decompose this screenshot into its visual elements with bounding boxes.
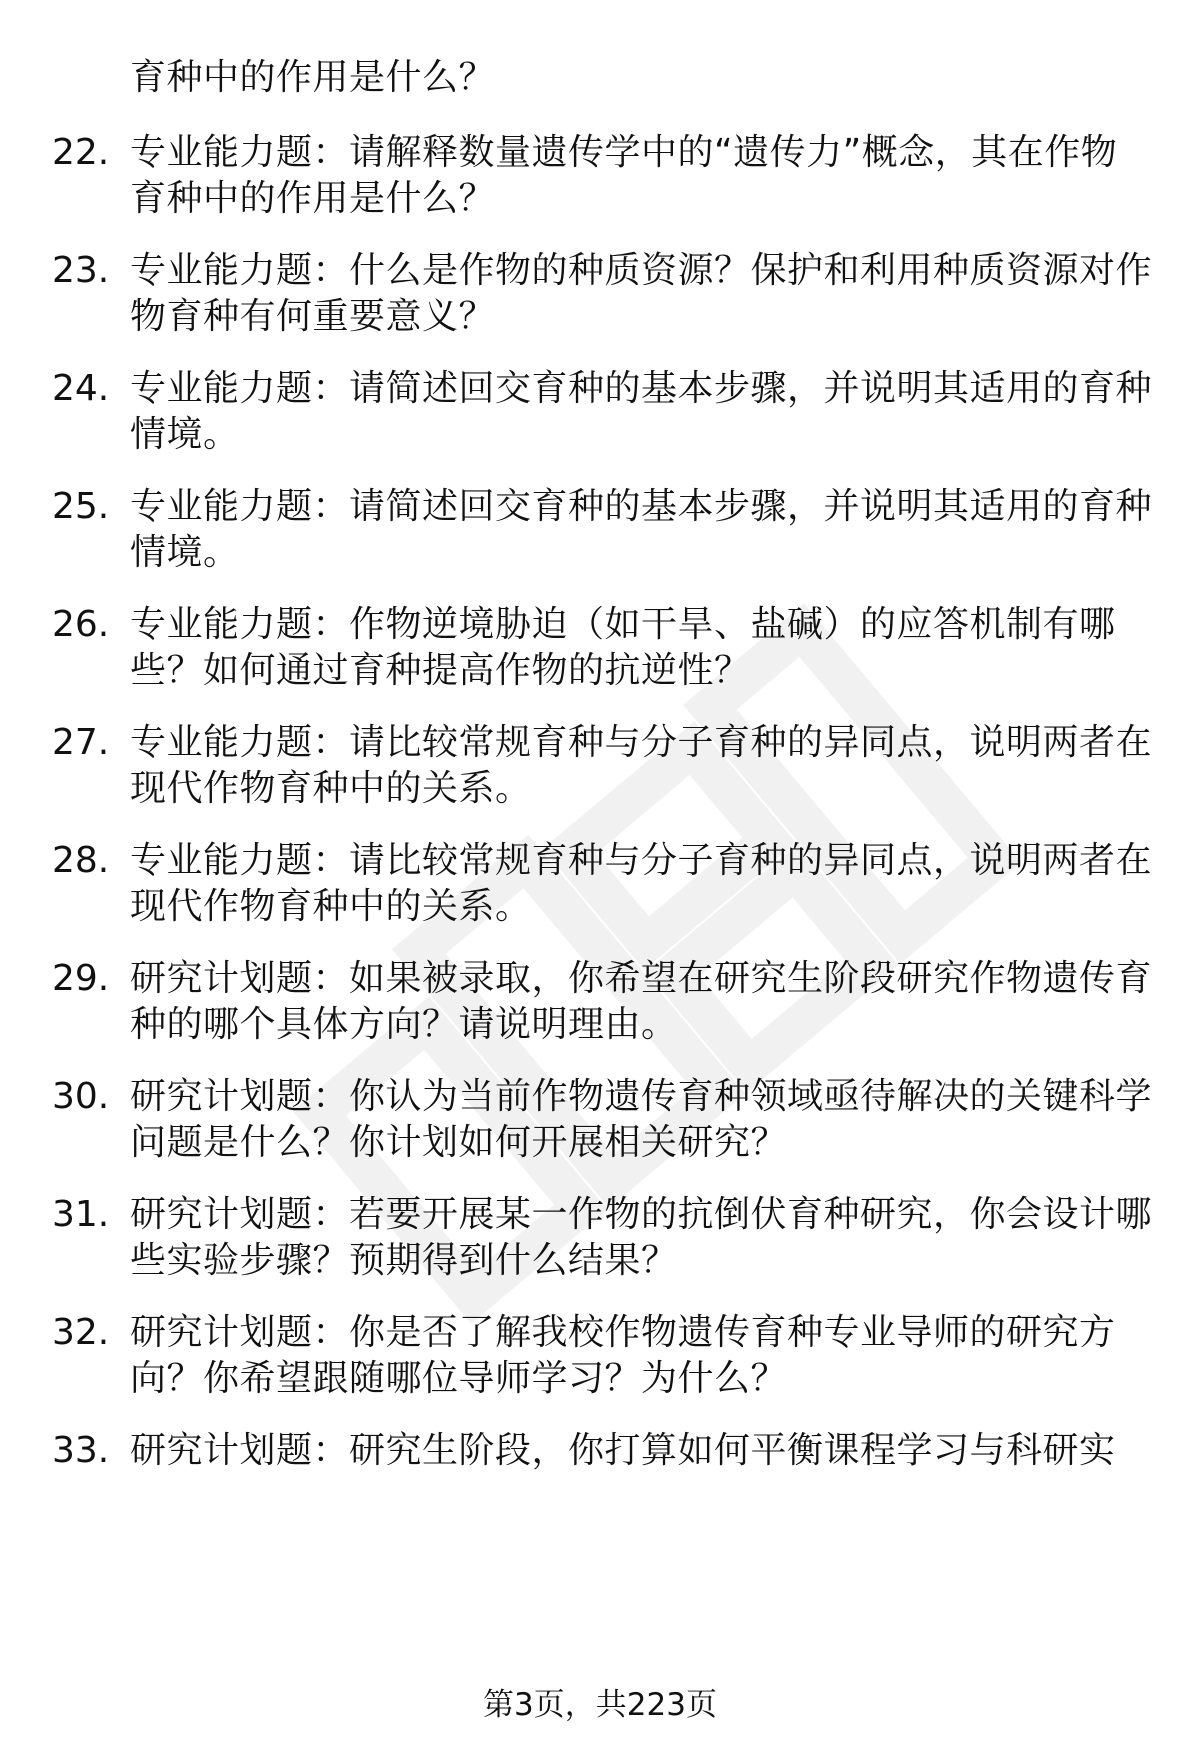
question-text-line: 研究计划题：你是否了解我校作物遗传育种专业导师的研究方 — [130, 1312, 1116, 1353]
question-text-line: 问题是什么？你计划如何开展相关研究？ — [130, 1122, 788, 1163]
continuation-line: 育种中的作用是什么？ — [130, 57, 496, 98]
question-number: 27. — [52, 722, 110, 763]
question-text-line: 专业能力题：作物逆境胁迫（如干旱、盐碱）的应答机制有哪 — [130, 604, 1116, 645]
question-text-line: 专业能力题：什么是作物的种质资源？保护和利用种质资源对作 — [130, 250, 1153, 291]
question-text-line: 现代作物育种中的关系。 — [130, 768, 532, 809]
question-text-line: 种的哪个具体方向？请说明理由。 — [130, 1004, 678, 1045]
question-number: 32. — [52, 1312, 110, 1353]
question-number: 31. — [52, 1194, 110, 1235]
question-text-line: 专业能力题：请简述回交育种的基本步骤，并说明其适用的育种 — [130, 368, 1153, 409]
question-number: 28. — [52, 840, 110, 881]
question-number: 23. — [52, 250, 110, 291]
question-number: 26. — [52, 604, 110, 645]
question-text-line: 现代作物育种中的关系。 — [130, 886, 532, 927]
question-text-line: 情境。 — [130, 414, 240, 455]
question-text-line: 情境。 — [130, 532, 240, 573]
question-number: 29. — [52, 958, 110, 999]
question-text-line: 研究计划题：如果被录取，你希望在研究生阶段研究作物遗传育 — [130, 958, 1153, 999]
question-number: 25. — [52, 486, 110, 527]
question-number: 22. — [52, 132, 110, 173]
question-text-line: 物育种有何重要意义？ — [130, 296, 496, 337]
question-text-line: 些？如何通过育种提高作物的抗逆性？ — [130, 650, 751, 691]
page-footer: 第3页，共223页 — [483, 1687, 717, 1723]
question-number: 30. — [52, 1076, 110, 1117]
question-text-line: 研究计划题：你认为当前作物遗传育种领域亟待解决的关键科学 — [130, 1076, 1153, 1117]
question-text-line: 专业能力题：请解释数量遗传学中的“遗传力”概念，其在作物 — [130, 132, 1118, 173]
question-text-line: 专业能力题：请简述回交育种的基本步骤，并说明其适用的育种 — [130, 486, 1153, 527]
question-text-line: 研究计划题：研究生阶段，你打算如何平衡课程学习与科研实 — [130, 1430, 1116, 1471]
question-text-line: 向？你希望跟随哪位导师学习？为什么？ — [130, 1358, 788, 1399]
question-text-line: 些实验步骤？预期得到什么结果？ — [130, 1240, 678, 1281]
question-text-line: 专业能力题：请比较常规育种与分子育种的异同点，说明两者在 — [130, 722, 1153, 763]
question-text-line: 育种中的作用是什么？ — [130, 178, 496, 219]
question-number: 33. — [52, 1430, 110, 1471]
question-text-line: 研究计划题：若要开展某一作物的抗倒伏育种研究，你会设计哪 — [130, 1194, 1153, 1235]
question-text-line: 专业能力题：请比较常规育种与分子育种的异同点，说明两者在 — [130, 840, 1153, 881]
question-number: 24. — [52, 368, 110, 409]
